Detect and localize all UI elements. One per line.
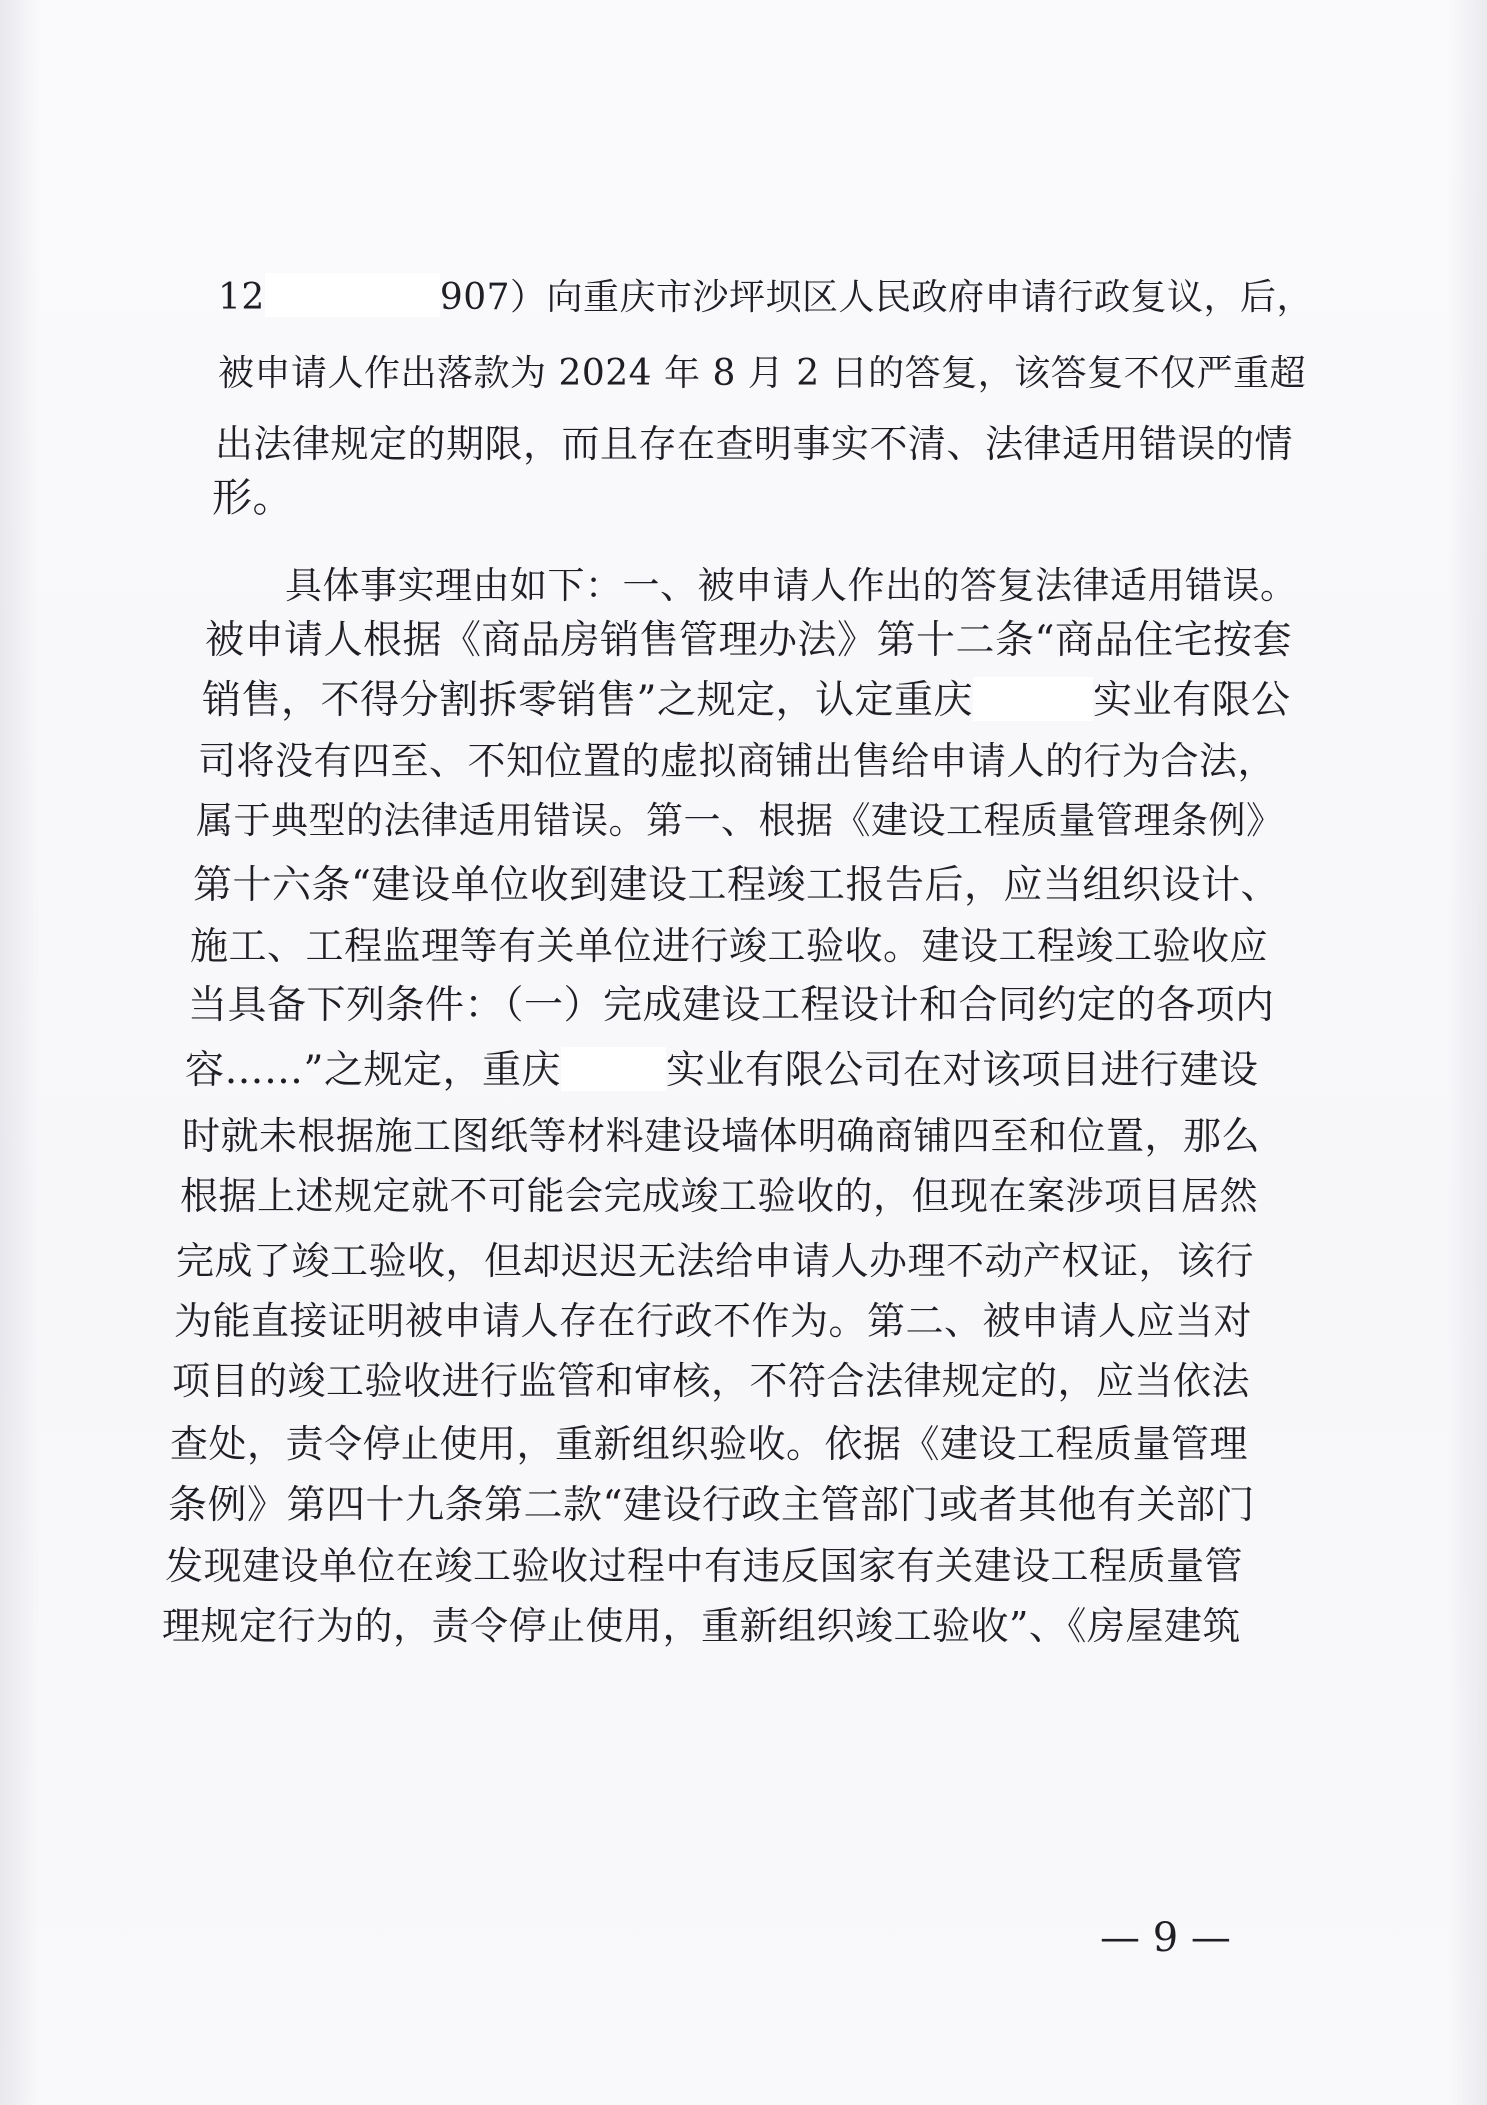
text-segment: 容……”之规定，重庆 — [185, 1048, 561, 1093]
document-text-line: 查处，责令停止使用，重新组织验收。依据《建设工程质量管理 — [170, 1422, 1249, 1466]
document-text-line: 理规定行为的，责令停止使用，重新组织竣工验收”、《房屋建筑 — [162, 1604, 1241, 1648]
document-text-line: 具体事实理由如下：一、被申请人作出的答复法律适用错误。 — [285, 564, 1298, 607]
document-text-line: 出法律规定的期限，而且存在查明事实不清、法律适用错误的情 — [215, 422, 1294, 466]
document-text-line: 完成了竣工验收，但却迟迟无法给申请人办理不动产权证，该行 — [176, 1239, 1255, 1283]
document-text-line — [185, 1045, 1258, 1097]
text-segment: 销售，不得分割拆零销售”之规定，认定重庆 — [202, 678, 973, 723]
text-segment: 907）向重庆市沙坪坝区人民政府申请行政复议，后， — [439, 277, 1314, 318]
text-segment: 12 — [218, 277, 265, 318]
document-text-line: 项目的竣工验收进行监管和审核，不符合法律规定的，应当依法 — [172, 1359, 1251, 1403]
document-text-line: 条例》第四十九条第二款“建设行政主管部门或者其他有关部门 — [168, 1483, 1255, 1528]
document-text-line — [202, 675, 1290, 727]
redaction-block — [561, 1047, 666, 1091]
document-text-line: 为能直接证明被申请人存在行政不作为。第二、被申请人应当对 — [174, 1299, 1253, 1343]
document-text-line: 施工、工程监理等有关单位进行竣工验收。建设工程竣工验收应 — [190, 924, 1269, 968]
document-text-line: 形。 — [212, 475, 293, 521]
page-number: — 9 — — [1100, 1915, 1231, 1961]
document-text-line: 司将没有四至、不知位置的虚拟商铺出售给申请人的行为合法， — [198, 739, 1277, 783]
scan-edge-left — [0, 0, 40, 2105]
scan-edge-right — [1447, 0, 1487, 2105]
document-text-line — [218, 272, 1313, 324]
document-text-line: 当具备下列条件：（一）完成建设工程设计和合同约定的各项内 — [188, 983, 1275, 1028]
document-text-line: 第十六条“建设单位收到建设工程竣工报告后，应当组织设计、 — [193, 863, 1280, 908]
document-text-line: 被申请人作出落款为 2024 年 8 月 2 日的答复，该答复不仅严重超 — [218, 353, 1307, 394]
redaction-block — [265, 273, 440, 317]
document-text-line: 根据上述规定就不可能会完成竣工验收的，但现在案涉项目居然 — [180, 1174, 1259, 1218]
document-text-line: 时就未根据施工图纸等材料建设墙体明确商铺四至和位置，那么 — [182, 1114, 1261, 1158]
text-segment: 实业有限公司在对该项目进行建设 — [665, 1048, 1259, 1093]
document-text-line: 属于典型的法律适用错误。第一、根据《建设工程质量管理条例》 — [196, 799, 1284, 842]
text-segment: 实业有限公 — [1092, 678, 1291, 723]
document-text-line: 被申请人根据《商品房销售管理办法》第十二条“商品住宅按套 — [205, 618, 1292, 663]
redaction-block — [973, 677, 1093, 721]
document-text-line: 发现建设单位在竣工验收过程中有违反国家有关建设工程质量管 — [165, 1544, 1244, 1588]
